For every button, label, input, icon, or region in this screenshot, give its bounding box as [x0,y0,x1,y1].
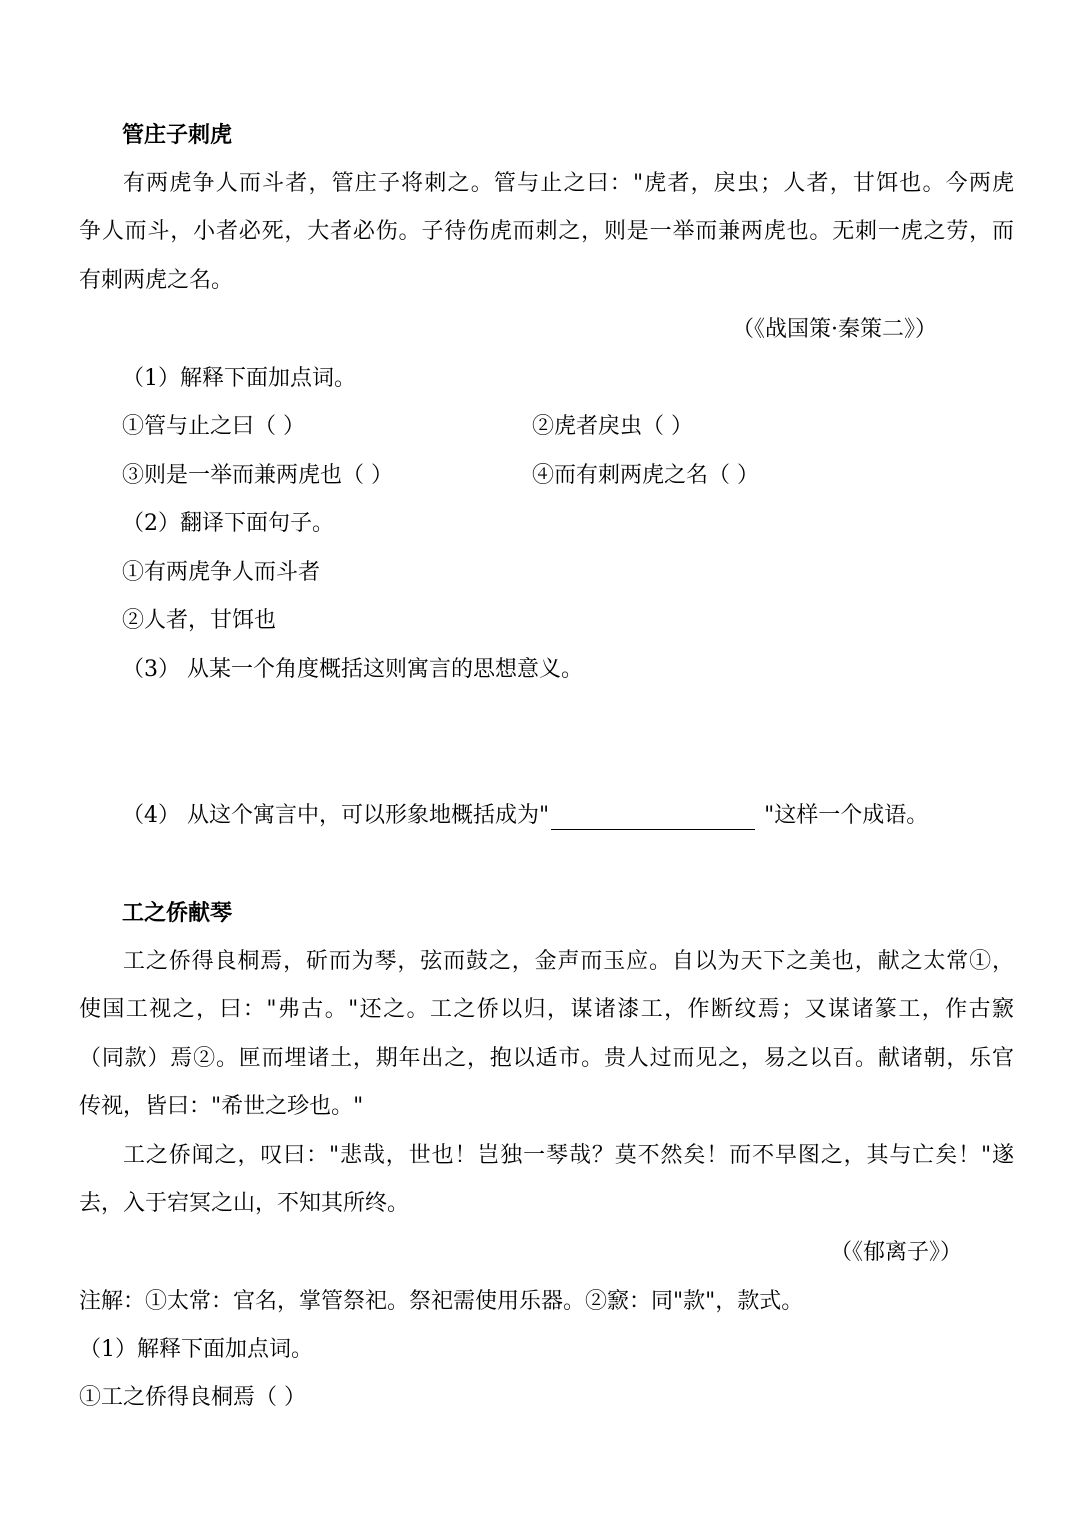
passage1-q1-item-3: ③则是一举而兼两虎也（ ） [122,463,393,488]
passage2-q1-item-1: ①工之侨得良桐焉（ ） [79,1385,306,1410]
passage2-line-3: （同款）焉②。匣而埋诸土，期年出之，抱以适市。贵人过而见之，易之以百。献诸朝，乐官 [79,1046,1014,1071]
passage1-q1-label: （1）解释下面加点词。 [122,366,356,391]
passage2-q1-label: （1）解释下面加点词。 [79,1337,313,1362]
passage1-q2-item-2: ②人者，甘饵也 [122,608,277,633]
passage1-q4-after: "这样一个成语。 [757,803,929,828]
passage1-q1-row-1 [122,413,1057,441]
passage2-line-5: 工之侨闻之，叹曰："悲哉，世也！岂独一琴哉？莫不然矣！而不早图之，其与亡矣！"遂 [123,1143,1014,1168]
passage2-note: 注解：①太常：官名，掌管祭祀。祭祀需使用乐器。②窾：同"款"，款式。 [79,1289,804,1314]
passage1-line-2: 争人而斗，小者必死，大者必伤。子待伤虎而刺之，则是一举而兼两虎也。无刺一虎之劳，而 [79,219,1014,244]
passage2-source: （《郁离子》） [829,1240,962,1265]
passage1-q1-item-4: ④而有刺两虎之名（ ） [532,463,759,488]
passage1-q4 [122,802,1057,830]
passage2-line-1: 工之侨得良桐焉，斫而为琴，弦而鼓之，金声而玉应。自以为天下之美也，献之太常①， [123,949,1014,974]
answer-blank[interactable] [551,807,755,830]
passage2-line-6: 去，入于宕冥之山，不知其所终。 [79,1191,410,1216]
passage1-q2-item-1: ①有两虎争人而斗者 [122,560,321,585]
passage2-line-4: 传视，皆曰："希世之珍也。" [79,1094,364,1119]
passage1-q1-item-2: ②虎者戾虫（ ） [532,414,693,439]
passage1-line-1: 有两虎争人而斗者，管庄子将刺之。管与止之曰："虎者，戾虫；人者，甘饵也。今两虎 [123,171,1014,196]
passage1-q1-item-1: ①管与止之曰（ ） [122,414,305,439]
passage1-line-3: 有刺两虎之名。 [79,268,234,293]
passage2-line-2: 使国工视之，曰："弗古。"还之。工之侨以归，谋诸漆工，作断纹焉；又谋诸篆工，作古窾 [79,997,1014,1022]
passage1-q1-row-2 [122,462,1057,490]
passage2-title: 工之侨献琴 [122,901,233,926]
passage1-title: 管庄子刺虎 [122,123,233,148]
passage1-q4-before: （4） 从这个寓言中，可以形象地概括成为" [122,803,550,828]
passage1-source: （《战国策·秦策二》） [732,317,937,342]
passage1-q3: （3） 从某一个角度概括这则寓言的思想意义。 [122,657,583,682]
passage1-q2-label: （2）翻译下面句子。 [122,511,334,536]
